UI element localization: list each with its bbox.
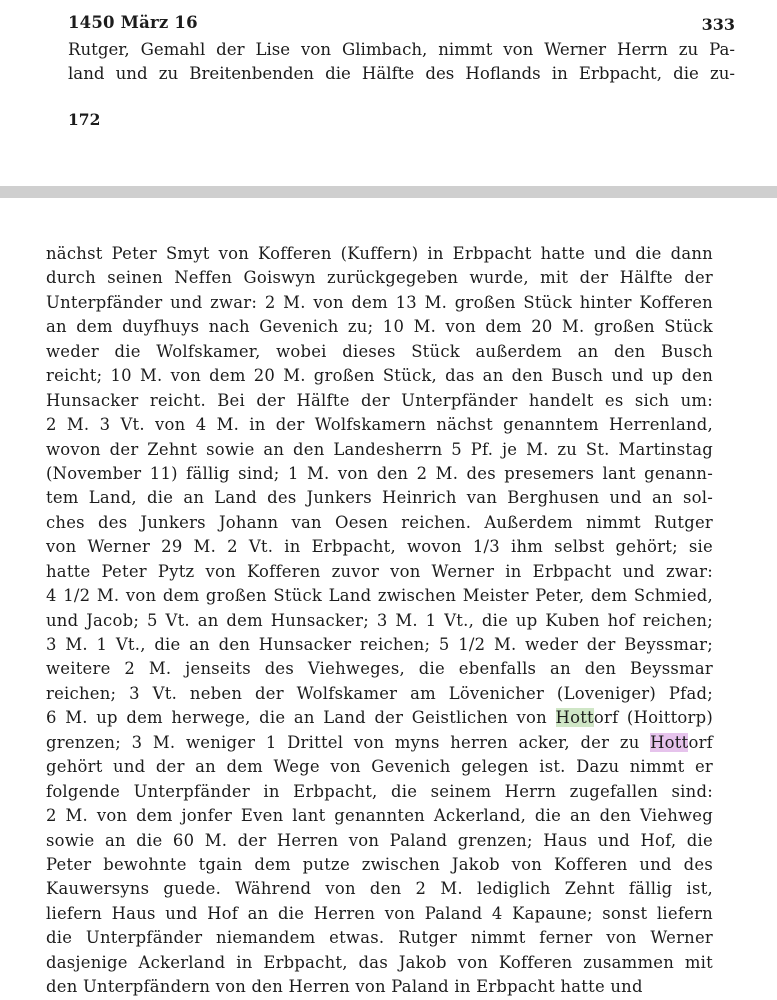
- text-line: nächst Peter Smyt von Kofferen (Kuffern) in Erbpacht hatte und die dann: [46, 244, 713, 263]
- text-line: tem Land, die an Land des Junkers Heinrich van Berghusen und an sol-: [46, 488, 713, 508]
- text-line: grenzen; 3 M. weniger 1 Drittel von myns herren acker, der zu Hottorf: [46, 732, 713, 752]
- text-line: den Unterpfändern von den Herren von Paland in Erbpacht hatte und: [46, 977, 643, 997]
- text-line: 2 M. von dem jonfer Even lant genannten Ackerland, die an den Viehweg: [46, 806, 713, 826]
- text-line: 2 M. 3 Vt. von 4 M. in der Wolfskamern nächst genanntem Herrenland,: [46, 415, 713, 435]
- document-number: 172: [68, 110, 101, 129]
- text-line: reichen; 3 Vt. neben der Wolfskamer am Lövenicher (Loveniger) Pfad;: [46, 683, 713, 703]
- summary-line: Rutger, Gemahl der Lise von Glimbach, nimmt von Werner Herrn zu Pa-: [68, 40, 735, 59]
- text-line: weitere 2 M. jenseits des Viehweges, die ebenfalls an den Beyssmar: [46, 659, 713, 679]
- text-line: 4 1/2 M. von dem großen Stück Land zwischen Meister Peter, dem Schmied,: [46, 586, 713, 606]
- text-line: ches des Junkers Johann van Oesen reichen. Außerdem nimmt Rutger: [46, 512, 713, 532]
- text-line: die Unterpfänder niemandem etwas. Rutger nimmt ferner von Werner: [46, 928, 713, 948]
- text-line: und Jacob; 5 Vt. an dem Hunsacker; 3 M. 1 Vt., die up Kuben hof reichen;: [46, 610, 713, 630]
- highlight-mark: Hott: [650, 732, 689, 752]
- text-line: dasjenige Ackerland in Erbpacht, das Jakob von Kofferen zusammen mit: [46, 952, 713, 972]
- highlight-mark: Hott: [555, 708, 594, 728]
- text-line: wovon der Zehnt sowie an den Landesherrn 5 Pf. je M. zu St. Martinstag: [46, 439, 713, 459]
- text-line: Kauwersyns guede. Während von den 2 M. lediglich Zehnt fällig ist,: [46, 879, 713, 899]
- text-line: Unterpfänder und zwar: 2 M. von dem 13 M. großen Stück hinter Kofferen: [46, 292, 713, 312]
- text-line: von Werner 29 M. 2 Vt. in Erbpacht, wovon 1/3 ihm selbst gehört; sie: [46, 537, 713, 557]
- text-line: an dem duyfhuys nach Gevenich zu; 10 M. von dem 20 M. großen Stück: [46, 317, 713, 337]
- page-separator: [0, 186, 777, 198]
- text-line: hatte Peter Pytz von Kofferen zuvor von Werner in Erbpacht und zwar:: [46, 561, 713, 581]
- summary-line: land und zu Breitenbenden die Hälfte des Hoflands in Erbpacht, die zu-: [68, 64, 735, 83]
- text-line: weder die Wolfskamer, wobei dieses Stück außerdem an den Busch: [46, 341, 713, 361]
- text-line: folgende Unterpfänder in Erbpacht, die seinem Herrn zugefallen sind:: [46, 781, 713, 801]
- text-line: Peter bewohnte tgain dem putze zwischen Jakob von Kofferen und des: [46, 854, 713, 874]
- text-line: gehört und der an dem Wege von Gevenich gelegen ist. Dazu nimmt er: [46, 757, 713, 777]
- text-line: 3 M. 1 Vt., die an den Hunsacker reichen; 5 1/2 M. weder der Beyssmar;: [46, 635, 713, 654]
- text-line: sowie an die 60 M. der Herren von Paland grenzen; Haus und Hof, die: [46, 830, 713, 850]
- text-line: reicht; 10 M. von dem 20 M. großen Stück, das an den Busch und up den: [46, 366, 713, 386]
- previous-page-fragment: [0, 0, 777, 186]
- document-date: 1450 März 16: [68, 13, 198, 32]
- text-line: (November 11) fällig sind; 1 M. von den 2 M. des presemers lant genann-: [46, 463, 713, 483]
- body-text: [46, 242, 713, 1000]
- page-number: 333: [701, 15, 735, 34]
- current-page: [0, 198, 777, 997]
- text-line: 6 M. up dem herwege, die an Land der Geistlichen von Hottorf (Hoittorp): [46, 708, 713, 728]
- text-line: Hunsacker reicht. Bei der Hälfte der Unterpfänder handelt es sich um:: [46, 390, 713, 410]
- text-line: durch seinen Neffen Goiswyn zurückgegeben wurde, mit der Hälfte der: [46, 268, 713, 288]
- document-summary: [68, 38, 735, 86]
- text-line: liefern Haus und Hof an die Herren von Paland 4 Kapaune; sonst liefern: [46, 903, 713, 923]
